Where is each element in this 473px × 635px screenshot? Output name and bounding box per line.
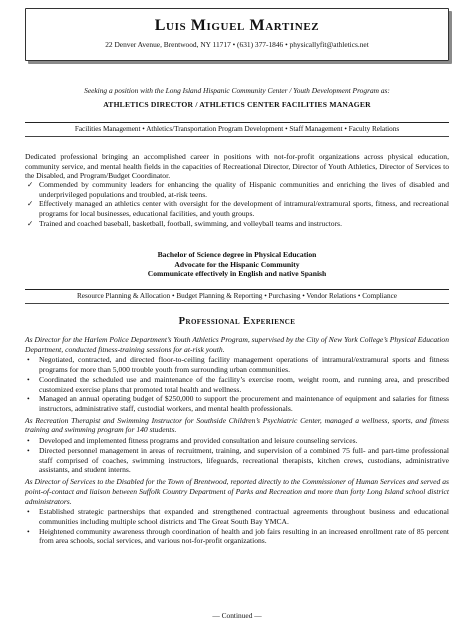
- list-item: • Established strategic partnerships that expanded and strengthened contractual agreements throughout business and educational communities including multiple school districts and The Great South Bay YMCA.: [27, 507, 449, 526]
- summary-paragraph: Dedicated professional bringing an accomplished career in positions with not-for-profit organizations across physical education, community service, and mental health fields in the capacities of Recreational Director, Director of Youth Athletics, Director of Services to the Disabled, and Program/Budget Coordinator.: [25, 152, 449, 181]
- degree-line: Bachelor of Science degree in Physical Education: [157, 250, 317, 259]
- check-icon: ✓: [27, 199, 34, 209]
- divider: [25, 136, 449, 137]
- keywords-bar: Facilities Management • Athletics/Transportation Program Development • Staff Management • Faculty Relations: [74, 125, 400, 133]
- check-icon: ✓: [27, 180, 34, 189]
- section-title: Professional Experience: [178, 316, 296, 327]
- list-item: ✓ Effectively managed an athletics center with oversight for the development of intramural/extramural sports, fitness, and recreational programs for local businesses, educational facilities, and youth groups.: [27, 199, 449, 219]
- list-item: • Heightened community awareness through coordination of health and job fairs resulting in an increased enrollment rate of 85 percent from area schools, social services, and various not-for-profit organizations.: [27, 526, 449, 546]
- role-description: As Director for the Harlem Police Department’s Youth Athletics Program, supervised by the City of New York College’s Physical Education Department, conducted fitness-training sessions for at-risk youth.: [25, 335, 449, 354]
- header-box: [25, 8, 449, 61]
- role-description: As Director of Services to the Disabled for the Town of Brentwood, reported directly to the Commissioner of Human Services and served as point-of-contact and liaison between Suffolk Country Department of Parks and Recreation and more than forty Long Island school district administrators.: [25, 477, 449, 506]
- list-item: • Negotiated, contracted, and directed floor-to-ceiling facility management operations of intramural/extramural sports and fitness programs for more than 5,000 trouble youth from surrounding urban communities.: [27, 355, 449, 375]
- language-line: Communicate effectively in English and native Spanish: [147, 269, 327, 279]
- list-item: ✓ Commended by community leaders for enhancing the quality of Hispanic communities and enriching the lives of disabled and underprivileged populations and troubled, at-risk teens.: [27, 180, 449, 199]
- bullet-icon: •: [27, 374, 30, 384]
- list-item: • Developed and implemented fitness programs and provided consultation and leisure counseling services.: [27, 436, 358, 446]
- skills-bar: Resource Planning & Allocation • Budget Planning & Reporting • Purchasing • Vendor Relations • Compliance: [77, 292, 397, 300]
- bullet-icon: •: [27, 436, 30, 446]
- candidate-name: Luis Miguel Martinez: [154, 17, 320, 34]
- list-item: • Coordinated the scheduled use and maintenance of the facility’s exercise room, weight room, and running area, and prescribed customized exercise plans that promoted total health and wellness.: [27, 374, 449, 394]
- experience-section: [25, 335, 449, 548]
- bullet-icon: •: [27, 355, 30, 365]
- bullet-icon: •: [27, 394, 30, 404]
- check-icon: ✓: [27, 218, 34, 228]
- list-item: • Directed personnel management in areas of recruitment, training, and supervision of a combined 75 full- and part-time professional staff comprised of coaches, swimming instructors, lifeguards, recreational therapists, kitchen crews, custodians, administrative assistants, and student interns.: [27, 445, 449, 475]
- list-item: • Managed an annual operating budget of $250,000 to support the procurement and maintenance of equipment and salaries for fitness instructors, administrative staff, custodial workers, and mental health professionals.: [27, 394, 449, 414]
- divider: [25, 303, 449, 304]
- education-block: [25, 250, 449, 279]
- bullet-icon: •: [27, 526, 30, 536]
- highlights-list: [25, 180, 449, 229]
- bullet-icon: •: [27, 507, 30, 517]
- target-title: ATHLETICS DIRECTOR / ATHLETICS CENTER FACILITIES MANAGER: [103, 100, 371, 109]
- divider: [25, 289, 449, 290]
- role-description: As Recreation Therapist and Swimming Instructor for Southside Children’s Psychiatric Center, managed a wellness, sports, and fitness training and swimming program for 140 students.: [25, 415, 449, 435]
- divider: [25, 122, 449, 123]
- list-item: ✓ Trained and coached baseball, basketball, football, swimming, and volleyball teams and instructors.: [27, 218, 342, 228]
- bullet-icon: •: [27, 445, 30, 455]
- advocate-line: Advocate for the Hispanic Community: [174, 259, 300, 269]
- contact-line: 22 Denver Avenue, Brentwood, NY 11717 • (631) 377-1846 • physicallyfit@athletics.net: [105, 40, 369, 49]
- objective-statement: Seeking a position with the Long Island Hispanic Community Center / Youth Development Program as:: [84, 86, 390, 95]
- continued-footer: — Continued —: [212, 611, 262, 620]
